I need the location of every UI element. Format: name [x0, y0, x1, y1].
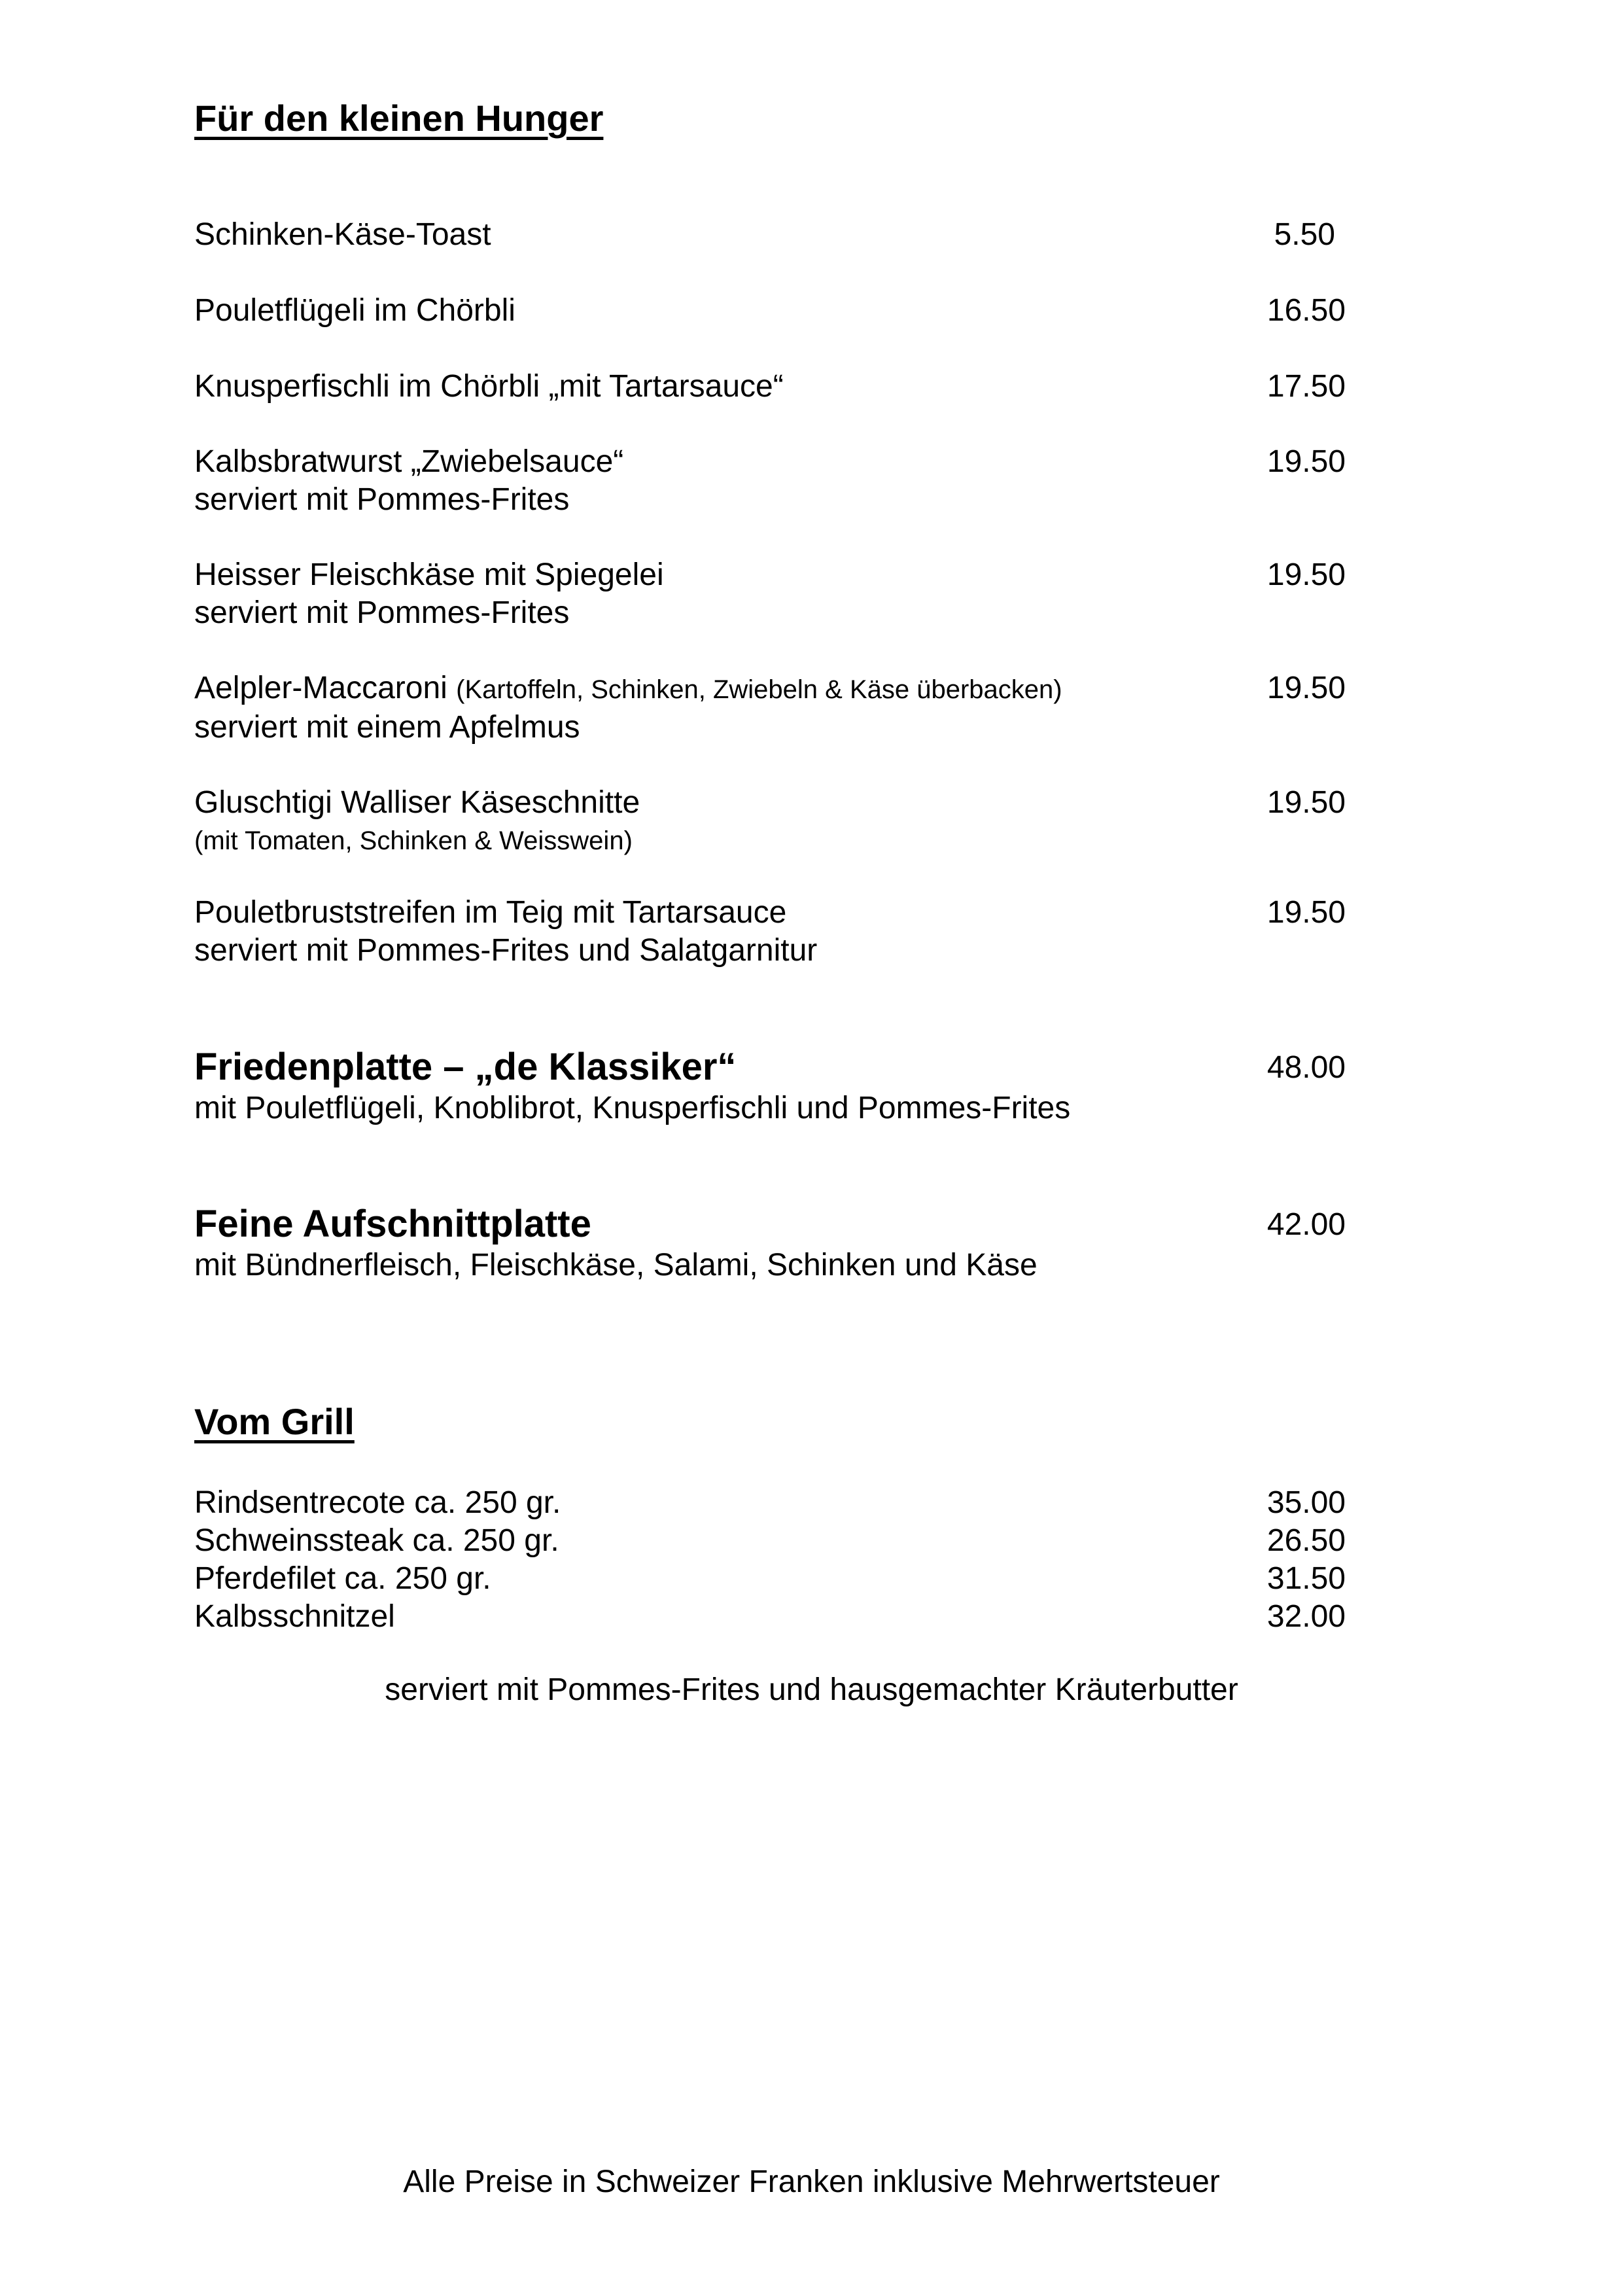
menu-item: [194, 443, 1346, 519]
item-price: 32.00: [1266, 1599, 1346, 1634]
platter-description: mit Bündnerfleisch, Fleischkäse, Salami, Schinken und Käse: [194, 1248, 1038, 1282]
item-name: Heisser Fleischkäse mit Spiegelei: [194, 557, 664, 592]
menu-item: [194, 292, 1346, 330]
item-price: 35.00: [1266, 1485, 1346, 1520]
item-name: Pouletbruststreifen im Teig mit Tartarsauce: [194, 895, 787, 930]
menu-item: [194, 894, 1346, 970]
menu-item: [194, 216, 1346, 254]
platter-price: 42.00: [1266, 1207, 1346, 1242]
item-note: (Kartoffeln, Schinken, Zwiebeln & Käse überbacken): [456, 675, 1062, 704]
item-name: Rindsentrecote ca. 250 gr.: [194, 1485, 561, 1520]
item-price: 19.50: [1266, 671, 1346, 705]
item-name: Schweinssteak ca. 250 gr.: [194, 1523, 559, 1558]
menu-item: [194, 784, 1346, 860]
platter-description: mit Pouletflügeli, Knoblibrot, Knusperfischli und Pommes-Frites: [194, 1091, 1071, 1125]
item-price: 26.50: [1266, 1523, 1346, 1558]
item-description: serviert mit Pommes-Frites und Salatgarnitur: [194, 933, 818, 968]
grill-item: [194, 1598, 1346, 1636]
item-price: 19.50: [1266, 785, 1346, 820]
section-title-vom-grill: Vom Grill: [194, 1401, 355, 1442]
item-price: 19.50: [1266, 895, 1346, 930]
item-name: Pferdefilet ca. 250 gr.: [194, 1561, 491, 1596]
grill-item: [194, 1560, 1346, 1598]
item-name: Aelpler-Maccaroni: [194, 671, 447, 705]
platter-name: Friedenplatte – „de Klassiker“: [194, 1046, 737, 1088]
menu-item: [194, 669, 1346, 747]
item-price: 17.50: [1266, 369, 1346, 404]
item-name-line: [194, 669, 1346, 709]
section-title-kleiner-hunger: Für den kleinen Hunger: [194, 97, 604, 139]
platter-price: 48.00: [1266, 1050, 1346, 1085]
item-description: serviert mit einem Apfelmus: [194, 710, 580, 745]
item-price: 19.50: [1266, 444, 1346, 479]
item-price: 31.50: [1266, 1561, 1346, 1596]
item-name: Schinken-Käse-Toast: [194, 217, 491, 252]
menu-item: [194, 556, 1346, 632]
item-price: 16.50: [1266, 293, 1346, 328]
item-name: Knusperfischli im Chörbli „mit Tartarsauce“: [194, 369, 784, 404]
grill-item: [194, 1522, 1346, 1560]
item-name: Pouletflügeli im Chörbli: [194, 293, 515, 328]
item-price: 19.50: [1266, 557, 1346, 592]
grill-item: [194, 1484, 1346, 1522]
platter-item: [194, 1045, 1346, 1127]
menu-item: [194, 368, 1346, 406]
grill-note: serviert mit Pommes-Frites und hausgemachter Kräuterbutter: [385, 1672, 1238, 1707]
item-description: serviert mit Pommes-Frites: [194, 595, 570, 630]
platter-item: [194, 1202, 1346, 1284]
platter-name: Feine Aufschnittplatte: [194, 1203, 591, 1245]
item-name: Kalbsbratwurst „Zwiebelsauce“: [194, 444, 624, 479]
item-description: serviert mit Pommes-Frites: [194, 482, 570, 517]
item-price: 5.50: [1274, 217, 1335, 252]
item-name: Kalbsschnitzel: [194, 1599, 395, 1634]
footer-note: Alle Preise in Schweizer Franken inklusive Mehrwertsteuer: [403, 2164, 1220, 2199]
item-name: Gluschtigi Walliser Käseschnitte: [194, 785, 640, 820]
item-description: (mit Tomaten, Schinken & Weisswein): [194, 826, 633, 855]
